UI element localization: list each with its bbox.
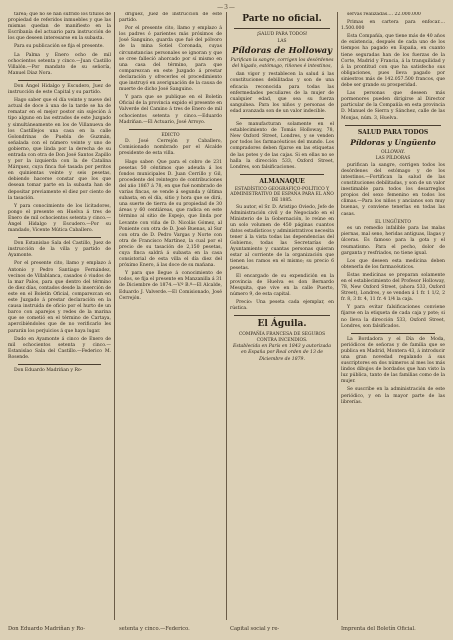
paragraph: Don Ángel Hidalgo y Escudero, Juez de instrucción de este Capital y su partido.: [8, 83, 111, 96]
divider: [351, 333, 435, 334]
ad-las: LAS: [277, 38, 287, 44]
column-rule: [114, 12, 115, 620]
paragraph: Para su publicación se fija el presente.: [14, 44, 104, 50]
footer-text: setenta y cinco.—Federico.: [119, 626, 190, 632]
footer-text: Imprenta del Boletín Oficial.: [341, 626, 416, 632]
almanaque-subheading: ESTADÍSTICO GEOGRÁFICO-POLÍTICO Y ADMINISTRATIVO DE ESPAÑA PARA EL AÑO DE 1885.: [230, 186, 334, 203]
paragraph: Su autor, el Sr. D. Aristipo Oviedo, Jefe de Administración civil y de Negociado en el Ministerio de la Gobernación, lo reúne en un solo volumen de 450 páginas cuantos datos estadísticos y administrativos necesita tener á la vista todas las dependencias del Gobierno, todas las Secretarías de Ayuntamiento y cuantas personas quieran estar al corriente de la organización que tienen los ramos en el mismo; su precio 6 pesetas.: [230, 204, 334, 271]
paragraph: Hago saber que el día veinte y nueve del actual de doce á una de la tarde se ha de rematar en el mejor postor sin sujeción á tipo alguno en las estrados de este Juzgado y simultáneamente en los de Villanueva de los Castillejos una casa en la calle Golondrinas de Puebla de Guzmán, señalada con el número veinte y uno de gobierno, que linda por la derecha de su entrada con otra de Don José Santos Zapillo y por la izquierda con la de Catalina Márquez, cuya finca fué tasada por peritos en quinientas veinte y seis pesetas, debiendo hacerse constar que los que desean tomar parte en la subasta han de depositar previamente el diez por ciento de la tasación.: [8, 98, 111, 201]
paragraph: Estas medicinas se preparan solamente en el establecimiento del Profesor Holloway, 78, New Oxford Street, (ahora 533, Oxford Street), Londres, y se venden á 1 fr. 1 1/2, 2 fr. 8, 3 fr. 4, 11 fr. 4 1/4 la caja.: [341, 272, 445, 303]
divider: [345, 125, 441, 126]
ad-subheading: EL UNGÜENTO: [375, 219, 411, 225]
column-rule: [337, 12, 338, 620]
column-1: [8, 12, 111, 620]
ad-heading: Píldoras de Holloway: [231, 46, 333, 57]
paragraph: Las personas que deseen más pormenores pueden dirigirse al Director particular de la Compañía en esta provincia D. Manuel de Sierra y Sánchez, calle de las Monjas, núm. 3, Huelva.: [341, 91, 445, 121]
paragraph: La Bordadora y el Día de Moda, periódicos de señoras y de familia que se publica en Madrid, Montera 43, á introducir una gran novedad regalando á sus suscriptores en dos números al mes los más lindos dibujos de bordados que han visto la luz pública, tanto de las familias como de la mujer.: [341, 336, 445, 385]
paragraph: Y para que se publique en el Boletín Oficial de la provincia expido el presente en Valverde del Camino á tres de Enero de mil ochocientos setenta y cinco.—Eduardo Madriñan.—El Actuario, José Arroyo.: [119, 95, 222, 125]
compania-heading: COMPAÑÍA FRANCESA DE SEGUROS CONTRA INCENDIOS.: [238, 332, 326, 343]
paragraph: dríguez, Juez de instrucción de este partido.: [119, 12, 222, 24]
paragraph: Y para que llegue á conocimiento de todos, se fija el presente en Manzanilla á 31 de Diciembre de 1874.—V.º B.º—El Alcalde, Eduardo J. Valverde.—El Comisionado, José Cerrejón.: [119, 271, 222, 301]
ad-heading: Píldoras y Ungüento: [350, 137, 436, 147]
divider: [234, 28, 330, 29]
footer-text: Capital social y re-: [230, 626, 280, 632]
paragraph: Se manufacturan solamente en el establecimiento de Tomás Holloway, 78, New Oxford Street, Londres, y se venden por todos los farmacéuticos del mundo. Los compradores deben fijarse en las etiquetas de las potes y de las cajas. Si en ellas no se halla la dirección 533, Oxford Street, Londres, son falsificaciones.: [230, 122, 334, 170]
column-3: [230, 12, 334, 620]
divider: [240, 174, 324, 175]
paragraph: El encargado de su expendición en la provincia de Huelva es don Bernardo Mesquita, que vive en la calle Puerto, número 9, de esta capital.: [230, 273, 334, 297]
paragraph: D. José Cerrejón y Caballero, Comisionado nombrado por el Alcalde presidente de esta villa.: [119, 139, 222, 157]
paragraph: tarea; que no se han sufrido los títulos de propiedad de referidos inmuebles y que las mismas quedan de manifiesto en la Escribanía del actuario para instrucción de los que deseen interesarse en la subasta.: [8, 12, 111, 42]
divider: [240, 118, 324, 119]
ad-tagline: ¡SALUD PARA TODOS!: [256, 32, 308, 37]
footer-text: Don Eduardo Madriñan y Ro-: [8, 626, 86, 632]
paragraph: La Palma y Enero ocho de mil ochocientos setenta y cinco.—Juan Castillo Villalón.—Por mandato de su señoría, Manuel Díaz Nora.: [8, 52, 111, 76]
paragraph: Por el presente cito, llamo y emplazo á los padres ó parientes más próximos de José Sanguino, guarda que fué del pólvoro de la mina Sotiel Coronada, cuyas circunstancias personales se ignoran y que se cree falleció ahorcado por sí mismo en una casa del término, para que comparezcan en este Juzgado á prestar declaración y ofrecerles el procedimiento que instruyó en averiguación de la causa de muerte de dicho José Sanguino.: [119, 26, 222, 93]
edicto-heading: EDICTO: [161, 132, 180, 138]
paragraph: Los que deseen esta medicina deben obtenerla de los farmacéuticos.: [341, 258, 445, 270]
column-4: [341, 12, 445, 620]
paragraph: Y para evitar falsificaciones conviene fijarse en la etiqueta de cada caja y pote; si no lleva la dirección 533, Oxford Street, Londres, son falsificados.: [341, 305, 445, 329]
paragraph: Se suscribe en la administración de este periódico, y en la mayor parte de las librerías.: [341, 387, 445, 405]
page-footer: [8, 626, 445, 636]
ad-subheading: LAS PÍLDORAS: [375, 156, 411, 162]
paragraph: Primas en cartera para enfocar.... 1.500.000: [341, 20, 445, 32]
paragraph: Establecida en París en 1843 y autorizada en España por Real orden de 13 de Diciembre de 1879.: [232, 344, 331, 362]
divider: [129, 129, 212, 130]
ad-subheading: Purifican la sangre, corrigen los desórdenes del hígado, estómago, riñones é intestinos,: [230, 58, 334, 70]
divider: [234, 315, 330, 316]
paragraph: dan vigor y restablecen la salud á las constituciones debilitadas y son de una eficacia reconocida para todas las enfermedades peculiares de la mujer de cualquier edad, que sea su fuerza sanguínea. Para los niños y personas de edad avanzada son de un valor indecible.: [230, 72, 334, 114]
paragraph: Dado en Ayamonte á cinco de Enero de mil ochocientos setenta y cinco.—Estanislao Sala del Castillo.—Federico M. Rosende.: [8, 336, 111, 360]
divider: [18, 80, 101, 81]
ad-tagline: SALUD PARA TODOS: [357, 128, 429, 136]
column-rule: [226, 12, 227, 620]
paragraph: Esta Compañía, que tiene más de 40 años de existencia, después de cada uno de los tiempos ha pagado en España, en cuanto tiene seguradas han de los fuerzas de la Corte, Madrid y Francia, á la tranquilidad y á la prontitud con que ha satisfecho sus obligaciones, pues lleva pagado por siniestros más de 142.057.500 francos, que debe ser grande su prosperidad.: [341, 34, 445, 89]
paragraph: purifican la sangre, corrigen todos los desórdenes del estómago y de los intestinos.—Fortifican la salud de las constituciones debilitadas, y son de un valor inestimable para todos los desarreglos propios del sexo femenino en todos los climas.—Para los niños y ancianos son muy buenas, y conviene tenerlas en todas las casas.: [341, 162, 445, 217]
paragraph: Precio: Una peseta cada ejemplar, en rústica.: [230, 299, 334, 312]
paragraph: Don Eduardo Madriñan y Ro-: [14, 367, 83, 373]
ad-brand: OLLOWAY.: [380, 149, 406, 155]
divider: [18, 237, 101, 238]
page-folio: —3—: [217, 4, 236, 11]
divider: [18, 364, 101, 365]
paragraph: es un remedio infalible para las malas piernas, mal seno, heridas antiguas, llagas y úlceras. Es famoso para la gota y el reumatismo. Para el pecho, dolor de garganta y resfriados, no tiene igual.: [341, 226, 445, 256]
column-2: [119, 12, 222, 620]
paragraph: servas realizadas.... 22.000.000: [347, 12, 421, 17]
aguila-heading: El Águila.: [257, 319, 307, 330]
paragraph: Don Estanislao Sala del Castillo, Juez de instrucción de la villa y partido de Ayamonte.: [8, 241, 111, 259]
paragraph: Y para conocimiento de los licitadores, pongo el presente en Huelva á tres de Enero de mil ochocientos setenta y cinco.—Ángel Hidalgo y Escudero.—Por su mandado, Vicente Mútica Caballero.: [8, 203, 111, 234]
almanaque-heading: ALMANAQUE: [259, 177, 305, 185]
section-heading: Parte no oficial.: [242, 14, 322, 24]
paragraph: Por el presente cito, llamo y emplazo á Antonio y Pedro Santiago Fernández, vecinos de Villablanca, casados ó viudos de la mar Palos, para que dentro del término de diez días, contados desde la inserción de este en el Boletín Oficial, comparezcan en este Juzgado á prestar declaración en la causa instruida de oficio por el hurto de un barco con aparejos y redes de la marina que se cometió en el término de Cartaya, apercibiéndoles que de no verificarlo les pararán los perjuicios á que haya lugar.: [8, 261, 111, 334]
paragraph: Hago saber: Que para el cobro de 231 pesetas 50 céntimos que adeuda á los fondos municipales D. Juan Cerrillo y Gil, procedente del reintegro de contribuciones del año 1867 á 78, en que fué nombrado de varias fincas, se vende á segunda y última subasta, en el día, sitio y hora que se dirá, una suerte de tierra de su propiedad de 30 áreas y 60 centiáreas, que radica en este término al sitio de Espejo, que linda por Levante con viña de D. Nicolás Gómez, al Poniente con otra de D. José Buenas, al Sur con otra de D. Pedro Vargas y Norte con otra de Francisco Martínez, la cual por el precio de su tasación de 2,150 pesetas, cuya finca saldrá á subasta en la casa consistorial de esta villa el día diez del próximo Enero, á las doce de su mañana.: [119, 159, 222, 269]
